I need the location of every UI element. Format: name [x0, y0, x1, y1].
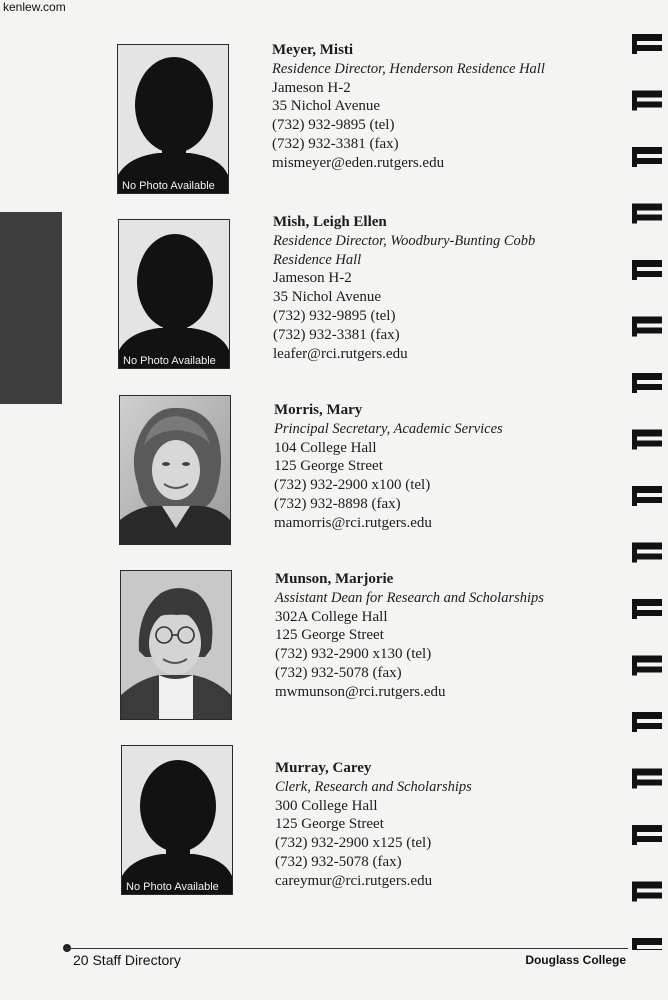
coil-loop	[632, 373, 637, 393]
entry-fax: (732) 932-5078 (fax)	[275, 853, 402, 870]
entry-street: 125 George Street	[274, 458, 383, 475]
directory-entry	[0, 395, 620, 555]
entry-title: Principal Secretary, Academic Services	[274, 420, 503, 437]
no-photo-label: No Photo Available	[123, 355, 216, 367]
entry-email: mamorris@rci.rutgers.edu	[274, 514, 432, 531]
entry-email: mwmunson@rci.rutgers.edu	[275, 683, 446, 700]
coil-loop	[632, 486, 637, 506]
entry-email: mismeyer@eden.rutgers.edu	[272, 154, 445, 171]
entry-title: Residence Director, Henderson Residence Hall	[272, 60, 545, 77]
entry-title-cont: Residence Hall	[273, 251, 362, 268]
entry-info	[275, 570, 544, 702]
entry-name: Morris, Mary	[274, 402, 363, 418]
no-photo-label: No Photo Available	[122, 180, 215, 192]
directory-entry	[0, 745, 620, 905]
no-photo-silhouette	[117, 44, 229, 194]
entry-info	[275, 759, 472, 891]
coil-loop	[632, 543, 637, 563]
no-photo-silhouette	[118, 219, 230, 369]
entry-name: Murray, Carey	[275, 760, 372, 776]
entry-street: 125 George Street	[275, 816, 384, 833]
entry-fax: (732) 932-5078 (fax)	[275, 664, 402, 681]
spiral-binding	[626, 30, 668, 950]
coil-loop	[632, 599, 637, 619]
coil-loop	[632, 91, 637, 111]
entry-room: 104 College Hall	[274, 439, 377, 456]
entry-name: Meyer, Misti	[272, 42, 354, 58]
coil-loop	[632, 260, 637, 280]
entry-phone: (732) 932-2900 x100 (tel)	[274, 477, 431, 494]
coil-loop	[632, 34, 637, 54]
no-photo-label: No Photo Available	[126, 881, 219, 893]
entry-fax: (732) 932-8898 (fax)	[274, 495, 401, 512]
portrait-photo	[120, 570, 232, 720]
entry-room: Jameson H-2	[273, 270, 352, 287]
entry-name: Munson, Marjorie	[275, 571, 394, 587]
entry-email: careymur@rci.rutgers.edu	[275, 872, 433, 889]
coil-loop	[632, 769, 637, 789]
entry-room: 300 College Hall	[275, 797, 378, 814]
college-name: Douglass College	[525, 953, 626, 967]
entry-phone: (732) 932-2900 x125 (tel)	[275, 835, 432, 852]
footer-rule	[66, 948, 628, 949]
entry-street: 125 George Street	[275, 627, 384, 644]
coil-loop	[632, 938, 637, 950]
directory-entry	[0, 44, 620, 204]
entry-info	[272, 41, 545, 173]
coil-loop	[632, 825, 637, 845]
footer-page-label	[73, 952, 181, 968]
coil-loop	[632, 430, 637, 450]
entry-room: Jameson H-2	[272, 79, 351, 96]
coil-loop	[632, 317, 637, 337]
entry-name: Mish, Leigh Ellen	[273, 214, 387, 230]
entry-street: 35 Nichol Avenue	[272, 98, 381, 115]
entry-title: Residence Director, Woodbury-Bunting Cobb	[273, 232, 536, 249]
entry-fax: (732) 932-3381 (fax)	[273, 326, 400, 343]
no-photo-silhouette	[121, 745, 233, 895]
entry-phone: (732) 932-9895 (tel)	[273, 307, 396, 324]
coil-loop	[632, 882, 637, 902]
coil-loop	[632, 712, 637, 732]
entry-info	[273, 213, 535, 363]
watermark: kenlew.com	[3, 0, 66, 14]
entry-street: 35 Nichol Avenue	[273, 289, 382, 306]
entry-phone: (732) 932-2900 x130 (tel)	[275, 646, 432, 663]
directory-entry	[0, 570, 620, 730]
entry-title: Assistant Dean for Research and Scholarships	[275, 589, 544, 606]
coil-loop	[632, 147, 637, 167]
section-name: Staff Directory	[92, 952, 181, 968]
portrait-photo	[119, 395, 231, 545]
entry-email: leafer@rci.rutgers.edu	[273, 345, 408, 362]
coil-loop	[632, 656, 637, 676]
page-number: 20	[73, 952, 89, 968]
entry-room: 302A College Hall	[275, 608, 388, 625]
entry-phone: (732) 932-9895 (tel)	[272, 117, 395, 134]
entry-title: Clerk, Research and Scholarships	[275, 778, 472, 795]
entry-fax: (732) 932-3381 (fax)	[272, 135, 399, 152]
entry-info	[274, 401, 503, 533]
coil-loop	[632, 204, 637, 224]
directory-entry	[0, 214, 620, 379]
